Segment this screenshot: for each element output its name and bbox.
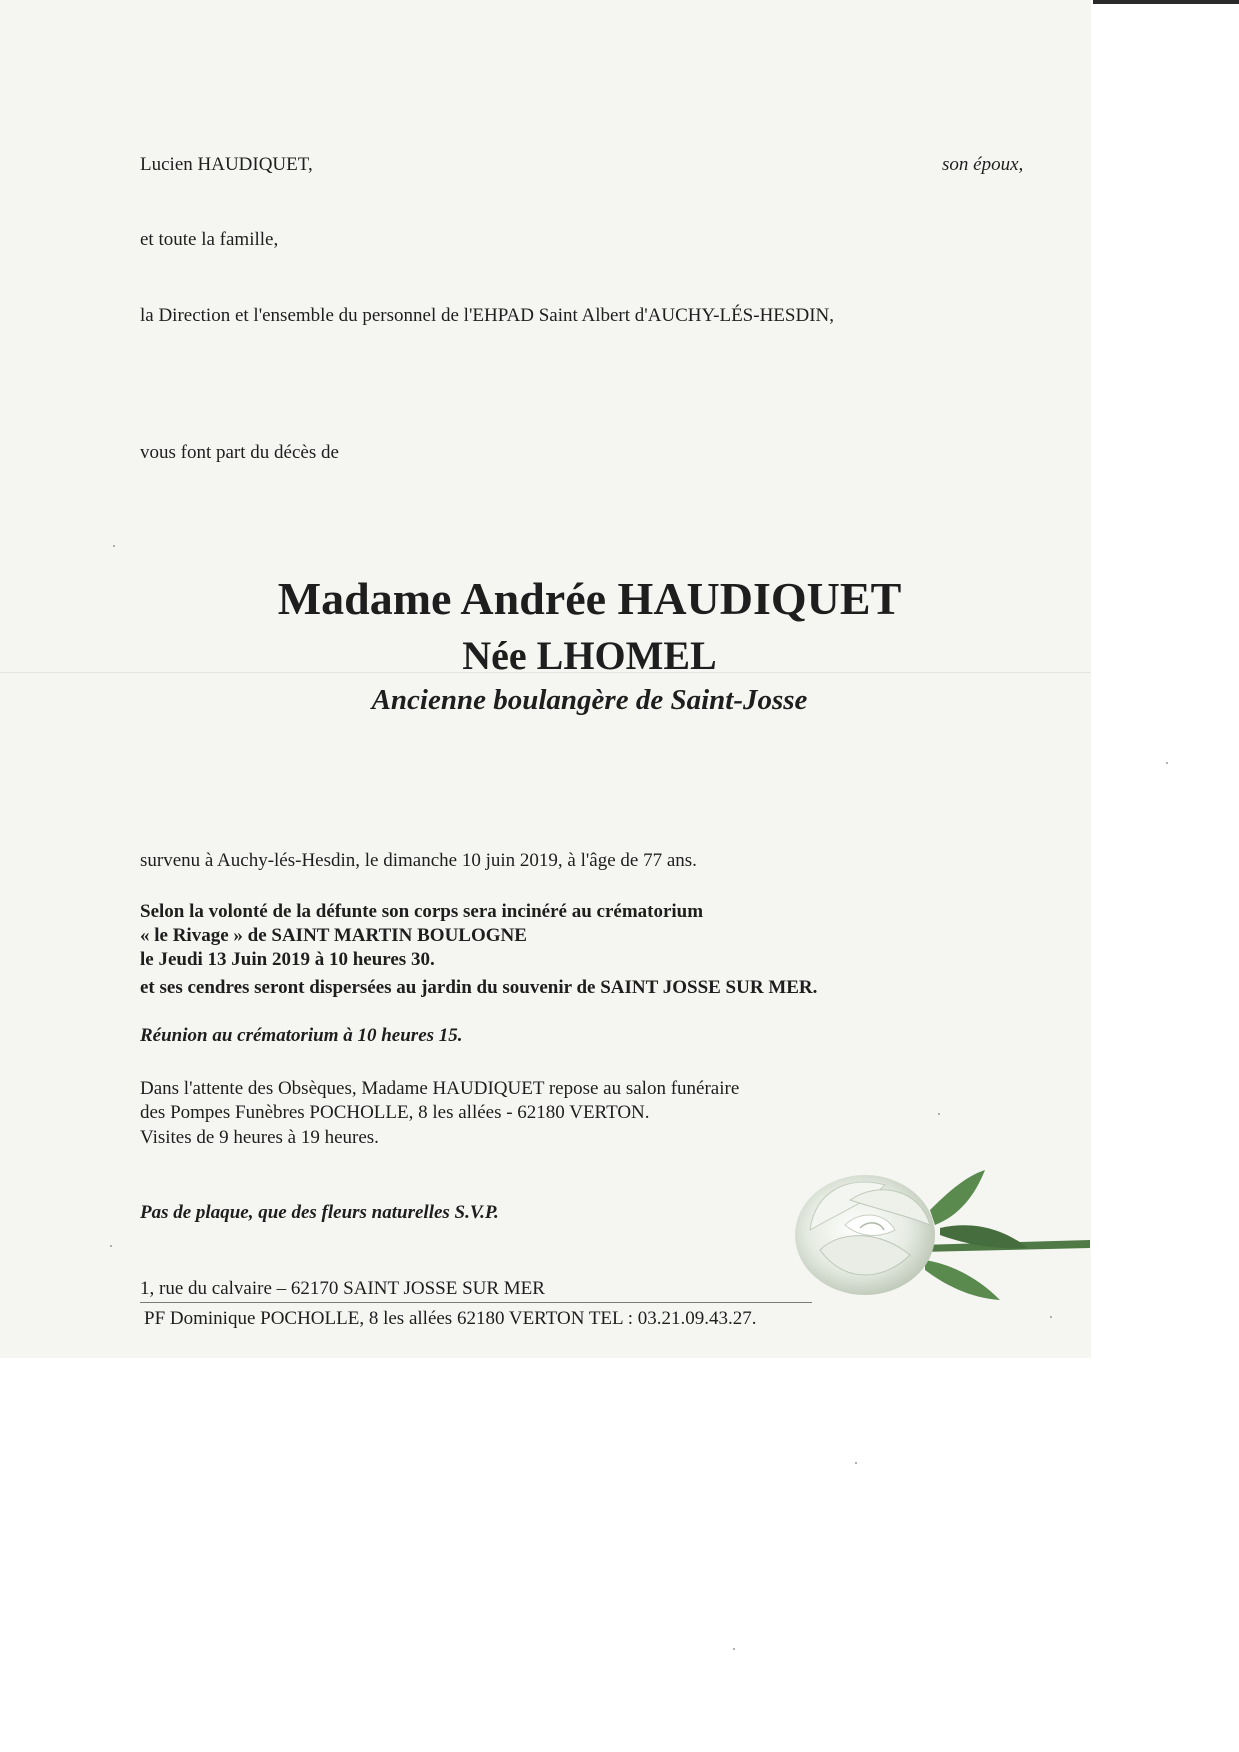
ceremony-line: « le Rivage » de SAINT MARTIN BOULOGNE <box>140 925 527 946</box>
scan-edge-line <box>1093 0 1239 4</box>
ceremony-line: le Jeudi 13 Juin 2019 à 10 heures 30. <box>140 949 435 970</box>
institution-line: la Direction et l'ensemble du personnel de l'EHPAD Saint Albert d'AUCHY-LÉS-HESDIN, <box>140 305 834 326</box>
sender-name: Lucien HAUDIQUET, <box>140 154 313 175</box>
death-line: survenu à Auchy-lés-Hesdin, le dimanche 10 juin 2019, à l'âge de 77 ans. <box>140 850 697 871</box>
funeral-home-line: PF Dominique POCHOLLE, 8 les allées 62180 VERTON TEL : 03.21.09.43.27. <box>144 1308 757 1329</box>
white-rose-icon <box>790 1140 1090 1315</box>
maiden-name: Née LHOMEL <box>462 633 717 678</box>
ceremony-line: et ses cendres seront dispersées au jardin du souvenir de SAINT JOSSE SUR MER. <box>140 977 818 998</box>
deceased-name: Madame Andrée HAUDIQUET <box>277 573 902 624</box>
footer-divider <box>140 1302 812 1303</box>
family-line: et toute la famille, <box>140 229 279 250</box>
announcement-intro: vous font part du décès de <box>140 442 339 463</box>
rest-line: Dans l'attente des Obsèques, Madame HAUDIQUET repose au salon funéraire <box>140 1078 740 1099</box>
scan-speck <box>733 1648 735 1650</box>
ceremony-line: Selon la volonté de la défunte son corps sera incinéré au crématorium <box>140 901 704 922</box>
scan-speck <box>938 1113 940 1115</box>
scan-speck <box>110 1245 112 1247</box>
meeting-time: Réunion au crématorium à 10 heures 15. <box>140 1025 463 1046</box>
address-line: 1, rue du calvaire – 62170 SAINT JOSSE SUR MER <box>140 1278 545 1299</box>
occupation: Ancienne boulangère de Saint-Josse <box>371 684 808 716</box>
scan-speck <box>113 545 115 547</box>
flowers-request: Pas de plaque, que des fleurs naturelles S.V.P. <box>140 1202 499 1223</box>
rest-line: Visites de 9 heures à 19 heures. <box>140 1127 379 1148</box>
rest-line: des Pompes Funèbres POCHOLLE, 8 les allées - 62180 VERTON. <box>140 1102 650 1123</box>
scan-speck <box>1166 762 1168 764</box>
sender-relation: son époux, <box>942 154 1024 175</box>
scan-speck <box>855 1462 857 1464</box>
scan-speck <box>1050 1316 1052 1318</box>
